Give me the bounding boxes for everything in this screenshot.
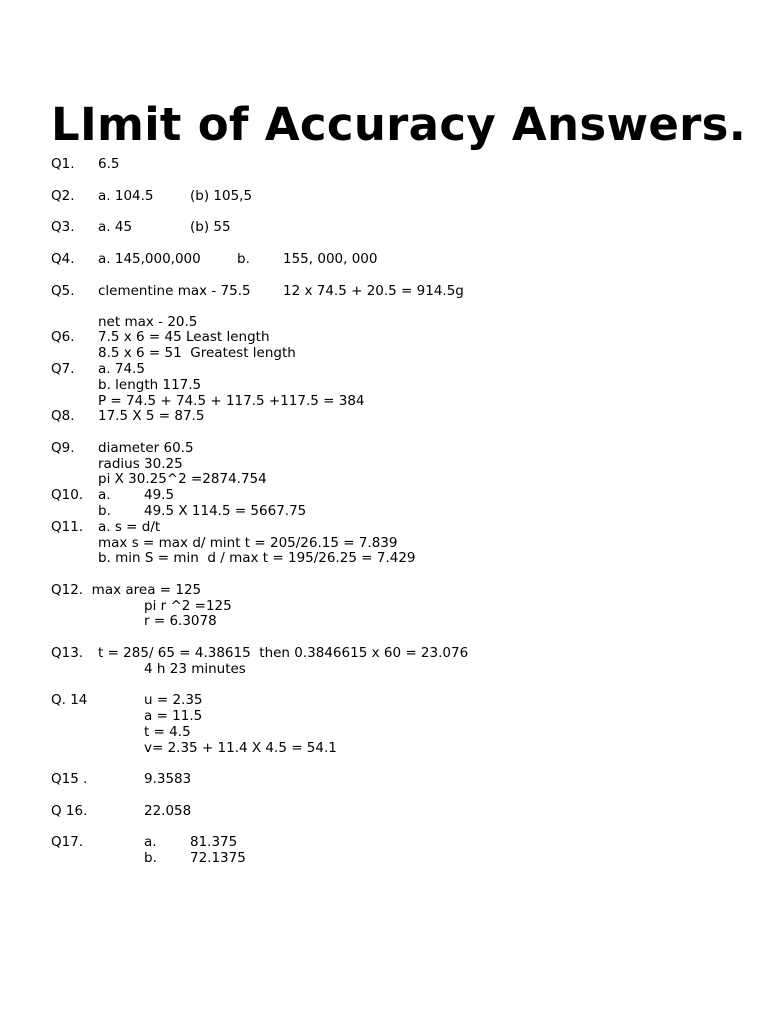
q4-answer-b: 155, 000, 000	[283, 251, 378, 267]
q2-label: Q2.	[51, 188, 75, 204]
q7-answer-b: b. length 117.5	[98, 377, 202, 393]
q5-answer-c: net max - 20.5	[98, 314, 198, 330]
q12-label: Q12. max area = 125	[51, 582, 202, 598]
q14-answer-d: v= 2.35 + 11.4 X 4.5 = 54.1	[144, 740, 337, 756]
q13-answer-b: 4 h 23 minutes	[144, 661, 246, 677]
q8-answer-a: 17.5 X 5 = 87.5	[98, 408, 205, 424]
q11-answer-a: a. s = d/t	[98, 519, 161, 535]
q12-answer-a: pi r ^2 =125	[144, 598, 232, 614]
q7-label: Q7.	[51, 361, 75, 377]
q10-answer-a-label: a.	[98, 487, 111, 503]
q13-answer-a: t = 285/ 65 = 4.38615 then 0.3846615 x 60 = 23.076	[98, 645, 469, 661]
q6-answer-a: 7.5 x 6 = 45 Least length	[98, 329, 270, 345]
q9-answer-c: pi X 30.25^2 =2874.754	[98, 471, 267, 487]
q10-answer-a: 49.5	[144, 487, 175, 503]
page-title: LImit of Accuracy Answers.	[51, 98, 747, 151]
q1-label: Q1.	[51, 156, 75, 172]
q17-answer-b-label: b.	[144, 850, 157, 866]
q6-label: Q6.	[51, 329, 75, 345]
q13-label: Q13.	[51, 645, 84, 661]
q17-answer-a: 81.375	[190, 834, 238, 850]
q11-answer-c: b. min S = min d / max t = 195/26.25 = 7.429	[98, 550, 416, 566]
q2-answer-b: (b) 105,5	[190, 188, 253, 204]
q15-answer-a: 9.3583	[144, 771, 192, 787]
q16-answer-a: 22.058	[144, 803, 192, 819]
q9-label: Q9.	[51, 440, 75, 456]
q4-label: Q4.	[51, 251, 75, 267]
q17-answer-b: 72.1375	[190, 850, 246, 866]
q5-answer-a: clementine max - 75.5	[98, 283, 251, 299]
q3-answer-b: (b) 55	[190, 219, 231, 235]
q11-answer-b: max s = max d/ mint t = 205/26.15 = 7.839	[98, 535, 398, 551]
q16-label: Q 16.	[51, 803, 88, 819]
q7-answer-c: P = 74.5 + 74.5 + 117.5 +117.5 = 384	[98, 393, 365, 409]
q17-answer-a-label: a.	[144, 834, 157, 850]
q8-label: Q8.	[51, 408, 75, 424]
q10-answer-b-label: b.	[98, 503, 111, 519]
q15-label: Q15 .	[51, 771, 88, 787]
q11-label: Q11.	[51, 519, 84, 535]
q5-label: Q5.	[51, 283, 75, 299]
q4-answer-a: a. 145,000,000	[98, 251, 201, 267]
q2-answer-a: a. 104.5	[98, 188, 154, 204]
q12-answer-b: r = 6.3078	[144, 613, 217, 629]
q9-answer-b: radius 30.25	[98, 456, 183, 472]
q14-answer-c: t = 4.5	[144, 724, 191, 740]
q3-label: Q3.	[51, 219, 75, 235]
q4-answer-b-label: b.	[237, 251, 250, 267]
q14-answer-b: a = 11.5	[144, 708, 203, 724]
q5-answer-b: 12 x 74.5 + 20.5 = 914.5g	[283, 283, 464, 299]
q14-label: Q. 14	[51, 692, 88, 708]
q14-answer-a: u = 2.35	[144, 692, 203, 708]
q10-label: Q10.	[51, 487, 84, 503]
q1-answer: 6.5	[98, 156, 120, 172]
q10-answer-b: 49.5 X 114.5 = 5667.75	[144, 503, 307, 519]
q6-answer-b: 8.5 x 6 = 51 Greatest length	[98, 345, 296, 361]
q9-answer-a: diameter 60.5	[98, 440, 194, 456]
q17-label: Q17.	[51, 834, 84, 850]
q7-answer-a: a. 74.5	[98, 361, 145, 377]
q3-answer-a: a. 45	[98, 219, 133, 235]
